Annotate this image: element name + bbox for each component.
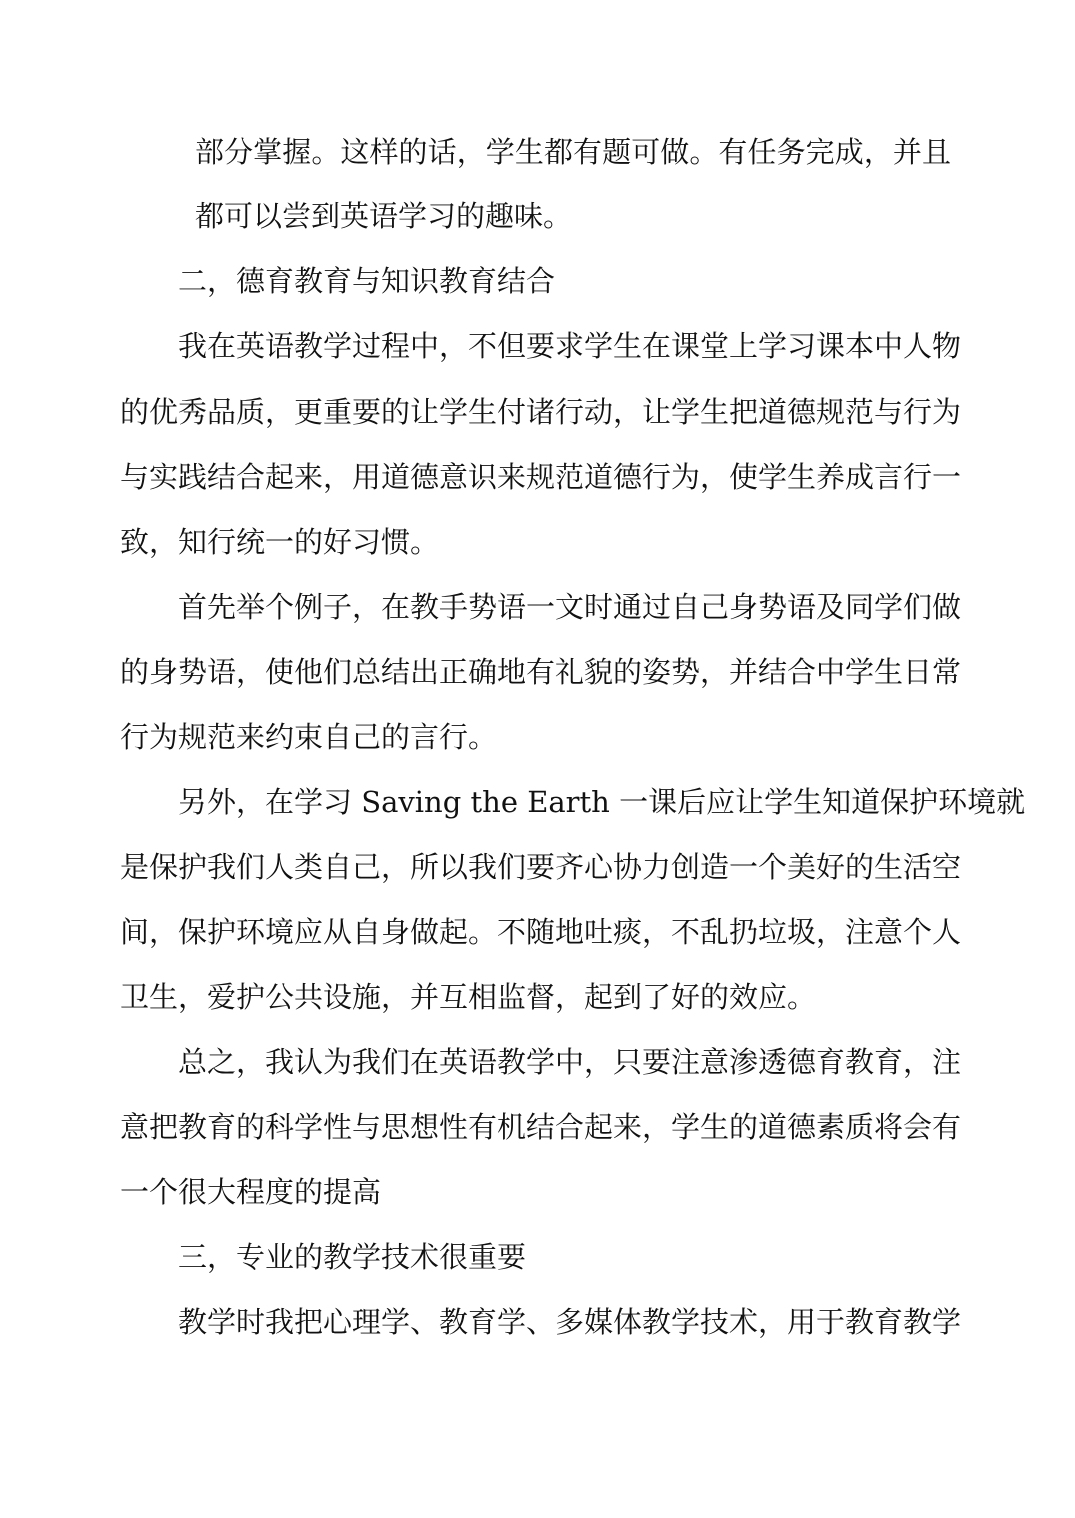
text-line: 的优秀品质，更重要的让学生付诸行动，让学生把道德规范与行为 (120, 395, 962, 429)
text-line: 意把教育的科学性与思想性有机结合起来，学生的道德素质将会有 (120, 1110, 962, 1144)
text-line: 行为规范来约束自己的言行。 (120, 720, 498, 754)
text-line: 首先举个例子，在教手势语一文时通过自己身势语及同学们做 (178, 590, 962, 624)
text-line: 卫生，爱护公共设施，并互相监督，起到了好的效应。 (120, 980, 817, 1014)
text-line: 致，知行统一的好习惯。 (120, 525, 440, 559)
text-line: 都可以尝到英语学习的趣味。 (195, 199, 573, 233)
text-line: 一个很大程度的提高 (120, 1175, 382, 1209)
text-line: 教学时我把心理学、教育学、多媒体教学技术，用于教育教学 (178, 1305, 962, 1339)
section-heading-2: 二，德育教育与知识教育结合 (178, 264, 556, 298)
text-line: 另外，在学习 Saving the Earth 一课后应让学生知道保护环境就 (178, 785, 1026, 819)
text-line: 与实践结合起来，用道德意识来规范道德行为，使学生养成言行一 (120, 460, 962, 494)
text-line: 总之，我认为我们在英语教学中，只要注意渗透德育教育，注 (178, 1045, 962, 1079)
text-line: 间，保护环境应从自身做起。不随地吐痰，不乱扔垃圾，注意个人 (120, 915, 962, 949)
text-line: 部分掌握。这样的话，学生都有题可做。有任务完成，并且 (195, 135, 951, 169)
text-line: 我在英语教学过程中，不但要求学生在课堂上学习课本中人物 (178, 329, 962, 363)
text-line: 的身势语，使他们总结出正确地有礼貌的姿势，并结合中学生日常 (120, 655, 962, 689)
text-line: 是保护我们人类自己，所以我们要齐心协力创造一个美好的生活空 (120, 850, 962, 884)
section-heading-3: 三，专业的教学技术很重要 (178, 1240, 527, 1274)
